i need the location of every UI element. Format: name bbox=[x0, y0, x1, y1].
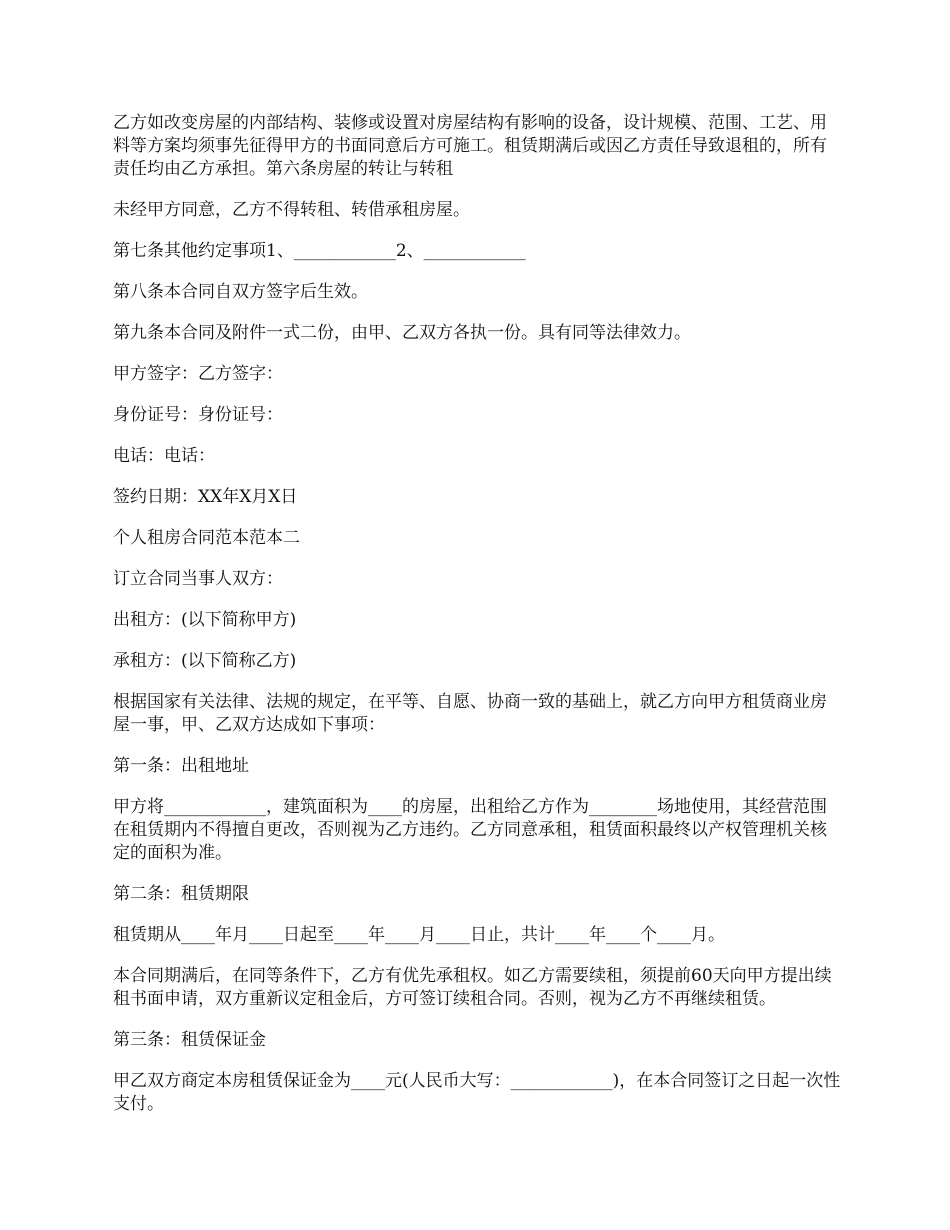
paragraph-article-7: 第七条其他约定事项1、____________2、____________ bbox=[113, 241, 526, 261]
heading-article-1: 第一条：出租地址 bbox=[113, 756, 249, 776]
document-body bbox=[113, 112, 843, 1134]
paragraph-preamble: 根据国家有关法律、法规的规定，在平等、自愿、协商一致的基础上，就乙方向甲方租赁商业房屋一事，甲、乙双方达成如下事项： bbox=[113, 692, 827, 735]
paragraph-lessor: 出租方：(以下简称甲方) bbox=[113, 610, 297, 630]
paragraph-alteration-clause: 乙方如改变房屋的内部结构、装修或设置对房屋结构有影响的设备，设计规模、范围、工艺、用料等方案均须事先征得甲方的书面同意后方可施工。租赁期满后或因乙方责任导致退租的，所有责任均由乙方承担。第六条房屋的转让与转租 bbox=[113, 113, 827, 179]
paragraph-article-1-body: 甲方将____________，建筑面积为____的房屋，出租给乙方作为________场地使用，其经营范围在租赁期内不得擅自更改，否则视为乙方违约。乙方同意承租，租赁面积最终以产权管理机关核定的面积为准。 bbox=[113, 797, 827, 863]
paragraph-sign-date: 签约日期：XX年X月X日 bbox=[113, 487, 298, 507]
paragraph-no-sublet: 未经甲方同意，乙方不得转租、转借承租房屋。 bbox=[113, 200, 470, 220]
heading-article-3: 第三条：租赁保证金 bbox=[113, 1030, 266, 1050]
paragraph-lessee: 承租方：(以下简称乙方) bbox=[113, 651, 297, 671]
paragraph-id-numbers: 身份证号：身份证号： bbox=[113, 405, 283, 425]
paragraph-deposit: 甲乙双方商定本房租赁保证金为____元(人民币大写：____________)，在本合同签订之日起一次性支付。 bbox=[113, 1071, 841, 1114]
paragraph-lease-term: 租赁期从____年月____日起至____年____月____日止，共计____年____个____月。 bbox=[113, 925, 725, 945]
paragraph-template-two-title: 个人租房合同范本范本二 bbox=[113, 528, 300, 548]
paragraph-article-9: 第九条本合同及附件一式二份，由甲、乙双方各执一份。具有同等法律效力。 bbox=[113, 323, 691, 343]
paragraph-article-8: 第八条本合同自双方签字后生效。 bbox=[113, 282, 368, 302]
paragraph-phones: 电话：电话： bbox=[113, 446, 215, 466]
paragraph-parties: 订立合同当事人双方： bbox=[113, 569, 283, 589]
paragraph-renewal: 本合同期满后，在同等条件下，乙方有优先承租权。如乙方需要续租，须提前60天向甲方提出续租书面申请，双方重新议定租金后，方可签订续租合同。否则，视为乙方不再继续租赁。 bbox=[113, 966, 832, 1009]
paragraph-signatures: 甲方签字：乙方签字： bbox=[113, 364, 283, 384]
heading-article-2: 第二条：租赁期限 bbox=[113, 884, 249, 904]
